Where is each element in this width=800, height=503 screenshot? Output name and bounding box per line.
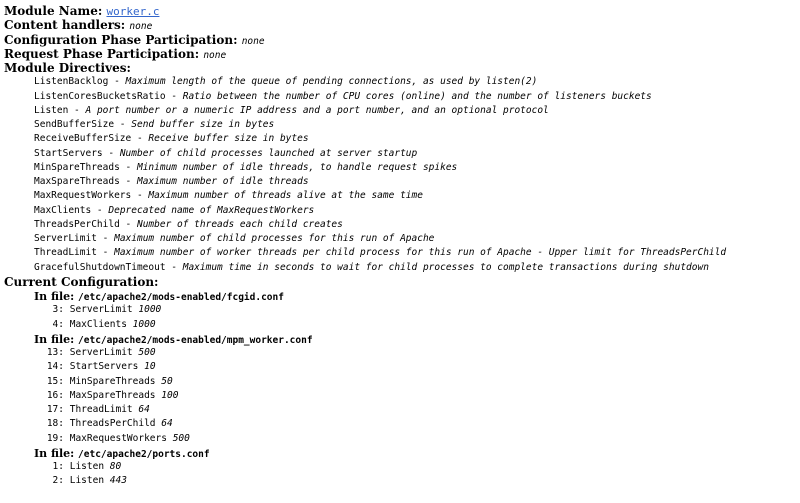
directive-description: Number of threads each child creates [136, 218, 343, 230]
config-line-number: 2: [52, 475, 64, 487]
configuration-list [4, 289, 800, 489]
directive-description: Send buffer size in bytes [131, 119, 275, 130]
config-entry [4, 375, 800, 389]
module-directives-heading: Module Directives: [4, 61, 131, 75]
config-entry [4, 474, 800, 488]
config-directive: ThreadsPerChild [69, 418, 156, 430]
content-handlers-label: Content handlers: [4, 18, 126, 33]
module-name-link[interactable]: worker.c [106, 5, 160, 18]
config-entry [4, 460, 800, 474]
config-value: 64 [138, 404, 150, 415]
directive-description: Maximum number of worker threads per child process for this run of Apache - Upper limit for ThreadsPerChild [114, 247, 727, 259]
config-value: 80 [109, 461, 122, 472]
directive-name: MaxSpareThreads [34, 176, 120, 187]
config-phase-row [4, 33, 800, 47]
config-value: 64 [161, 418, 173, 430]
directive-item: MinSpareThreads - Minimum number of idle threads, to handle request spikes [34, 161, 458, 173]
config-directive: MinSpareThreads [69, 375, 156, 387]
config-directive: MaxClients [69, 318, 127, 330]
directive-description: A port number or a numeric IP address and a port number, and an optional protocol [85, 104, 549, 116]
directive-name: MaxClients [34, 204, 92, 216]
directive-description: Deprecated name of MaxRequestWorkers [108, 204, 315, 216]
directive-item: ListenCoresBucketsRatio - Ratio between the number of CPU cores (online) and the number of listeners buckets [34, 90, 652, 102]
config-directive: ServerLimit [69, 347, 133, 358]
config-directive: Listen [69, 461, 105, 472]
directive-description: Ratio between the number of CPU cores (online) and the number of listeners buckets [182, 90, 652, 102]
config-line-number: 18: [46, 418, 64, 430]
config-entry [4, 403, 800, 417]
config-file-heading [4, 446, 800, 460]
config-value: 1000 [138, 304, 162, 316]
directive-item: ListenBacklog - Maximum length of the queue of pending connections, as used by listen(2) [34, 76, 538, 88]
directive-item: Listen - A port number or a numeric IP address and a port number, and an optional protocol [34, 104, 549, 116]
module-name-row [4, 4, 800, 18]
directive-item: MaxSpareThreads - Maximum number of idle threads [34, 176, 309, 187]
directive-item: GracefulShutdownTimeout - Maximum time in seconds to wait for child processes to complete transactions during shutdown [34, 261, 709, 273]
config-value: 443 [109, 475, 127, 487]
module-info [4, 4, 800, 75]
in-file-label: In file: [34, 290, 75, 303]
config-line-number: 3: [52, 304, 64, 316]
directive-item: ReceiveBufferSize - Receive buffer size in bytes [34, 133, 309, 145]
request-phase-value: none [203, 49, 227, 61]
directive-description: Receive buffer size in bytes [148, 133, 309, 145]
directive-name: ListenBacklog [34, 76, 109, 88]
config-line-number: 13: [46, 347, 64, 358]
config-line-number: 19: [46, 432, 64, 444]
config-phase-value: none [241, 35, 265, 47]
config-directive: Listen [69, 475, 105, 487]
module-name-label: Module Name: [4, 4, 103, 18]
config-value: 1000 [132, 318, 156, 330]
config-directive: MaxRequestWorkers [69, 432, 167, 444]
directive-name: SendBufferSize [34, 119, 115, 130]
directive-item: StartServers - Number of child processes launched at server startup [34, 147, 418, 159]
directive-name: MaxRequestWorkers [34, 190, 132, 202]
config-phase-label: Configuration Phase Participation: [4, 32, 238, 47]
config-entry [4, 346, 800, 360]
config-entry [4, 360, 800, 374]
config-line-number: 4: [52, 318, 64, 330]
directive-description: Maximum number of child processes for this run of Apache [114, 233, 435, 244]
in-file-label: In file: [34, 446, 75, 460]
request-phase-row [4, 47, 800, 61]
config-file-heading [4, 332, 800, 346]
directive-description: Maximum length of the queue of pending connections, as used by listen(2) [125, 76, 538, 88]
config-entry [4, 417, 800, 431]
config-file-heading [4, 289, 800, 303]
directive-name: MinSpareThreads [34, 161, 120, 173]
config-value: 500 [172, 432, 190, 444]
directive-item: MaxRequestWorkers - Maximum number of threads alive at the same time [34, 190, 423, 202]
directive-description: Maximum number of idle threads [136, 176, 309, 187]
config-value: 500 [138, 347, 156, 358]
config-line-number: 16: [46, 389, 64, 401]
config-value: 100 [161, 389, 179, 401]
directive-item: ThreadLimit - Maximum number of worker threads per child process for this run of Apache - Upper limit for ThreadsPerChild [34, 247, 727, 259]
config-value: 10 [144, 361, 156, 373]
directive-item: SendBufferSize - Send buffer size in bytes [34, 119, 275, 130]
directive-description: Maximum number of threads alive at the same time [148, 190, 423, 202]
directive-name: ServerLimit [34, 233, 97, 244]
directive-name: StartServers [34, 147, 103, 159]
config-directive: ThreadLimit [69, 404, 133, 415]
content-handlers-value: none [129, 21, 153, 33]
config-directive: ServerLimit [69, 304, 133, 316]
directive-description: Minimum number of idle threads, to handle request spikes [136, 161, 458, 173]
directive-description: Maximum time in seconds to wait for child processes to complete transactions during shutdown [182, 261, 709, 273]
config-directive: StartServers [69, 361, 139, 373]
config-entry [4, 303, 800, 317]
config-line-number: 14: [46, 361, 64, 373]
directive-name: ReceiveBufferSize [34, 133, 132, 145]
config-directive: MaxSpareThreads [69, 389, 156, 401]
config-value: 50 [161, 375, 173, 387]
directive-name: ThreadLimit [34, 247, 97, 259]
config-line-number: 1: [52, 461, 64, 472]
directive-name: Listen [34, 104, 69, 116]
directives-list [4, 75, 800, 275]
config-file-path: /etc/apache2/mods-enabled/fcgid.conf [78, 292, 284, 303]
directive-name: ListenCoresBucketsRatio [34, 90, 166, 102]
directive-name: ThreadsPerChild [34, 218, 120, 230]
directive-description: Number of child processes launched at server startup [119, 147, 418, 159]
current-configuration-heading: Current Configuration: [4, 274, 159, 289]
config-entry [4, 389, 800, 403]
config-file-path: /etc/apache2/mods-enabled/mpm_worker.conf [78, 334, 313, 346]
directive-item: ThreadsPerChild - Number of threads each child creates [34, 218, 343, 230]
config-line-number: 17: [46, 404, 64, 415]
in-file-label: In file: [34, 332, 75, 346]
config-file-path: /etc/apache2/ports.conf [78, 448, 210, 460]
directive-item: ServerLimit - Maximum number of child processes for this run of Apache [34, 233, 435, 244]
directive-item: MaxClients - Deprecated name of MaxRequestWorkers [34, 204, 315, 216]
directive-name: GracefulShutdownTimeout [34, 261, 166, 273]
config-entry [4, 318, 800, 332]
content-handlers-row [4, 18, 800, 32]
config-entry [4, 432, 800, 446]
request-phase-label: Request Phase Participation: [4, 46, 200, 61]
config-line-number: 15: [46, 375, 64, 387]
